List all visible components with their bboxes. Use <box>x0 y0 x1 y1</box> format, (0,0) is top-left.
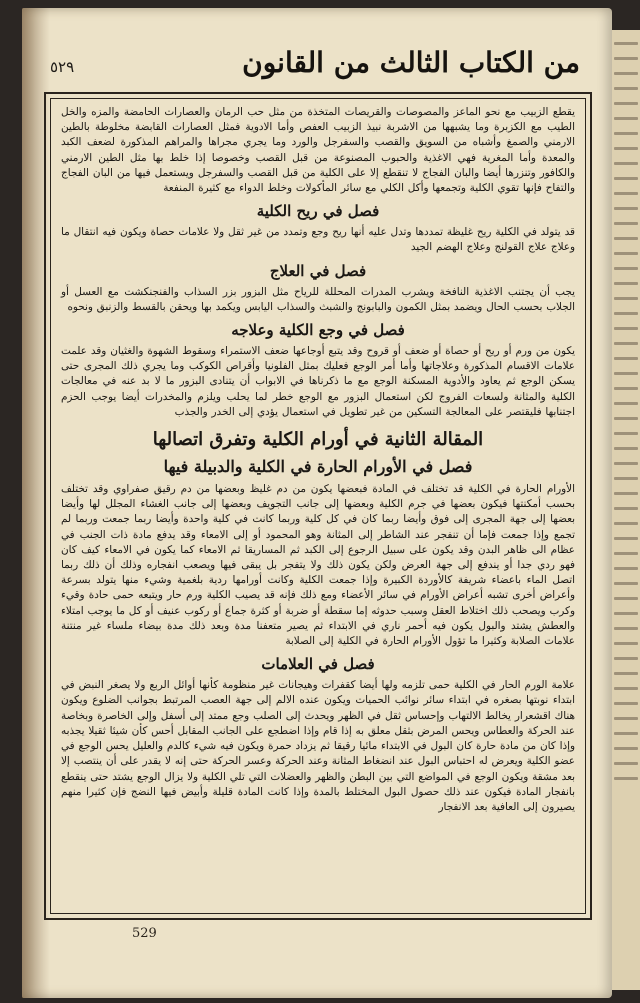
section-1-text: قد يتولد في الكلية ريح غليظة تمددها وتدل عليه أنها ريح وجع وتمدد من غير ثقل ولا علامات حصاة ويكون فيه انتقال ما وعلاج علاج القولنج وعلاج الهضم الجيد <box>61 226 575 254</box>
footer-page-number: 529 <box>132 926 157 941</box>
section-1-heading: فصل في ريح الكلية <box>256 202 380 221</box>
section-3-heading: فصل في وجع الكلية وعلاجه <box>231 321 405 340</box>
section-5-heading: فصل في الأورام الحارة في الكلية والدبيلة فيها <box>163 457 473 477</box>
header-page-number: ٥٢٩ <box>50 58 75 76</box>
text-body <box>50 98 586 914</box>
section-2-heading: فصل في العلاج <box>269 261 367 280</box>
section-6-text: علامة الورم الحار في الكلية حمى تلزمه ولها أيضا كقفرات وهيجانات غير منظومة كأنها أوائل الربع ولا يصغر النبض في ابتداء نوبتها بصغره في ابتداء سائر نوائب الحميات ويكون عنده الالم إلى جهة العصب المرتبط بجوانب الضلوع ويكون هناك اقشعرار يخالط الالتهاب وإحساس ثقل في الظهر ويحدث إلى الصلب وجع ممتد إلى أسفل وإلى الخاصرة وبخاصة عند الحركة والعطاس ويحس المرض بثقل معلق به إذا قام وإذا اضطجع على الجانب المقابل أحس كأن شيئا ثقيلا يجذبه وإذا كان من مادة حارة كان البول في الابتداء مائيا رقيقا ثم يزداد حمرة ويكون فيه شيء كالدم والعليل يحس الوجع في عضو الكلية ويعرض له احتباس البول عند انضغاط المثانة وعند الحركة وعسر الحركة حتى إنه لا يقدر على أن ينتصب إلا بعد مشقة ويكون الوجع في المواضع التي بين البطن والظهر والعضلات التي تلي الكلية ولا يزال الوجع يشتد حتى ينقطع بانفجار المادة فيكون عند ذلك حصول البول المختلط بالمدة وإذا كانت المادة قليلة وأبيض فيها النضج فإن كثيرا منهم يصيرون إلى العافية بعد الانفجار <box>61 679 575 813</box>
page-header <box>46 46 586 90</box>
text-frame <box>44 92 592 920</box>
article-heading: المقالة الثانية في أورام الكلية وتفرق اتصالها <box>152 429 484 451</box>
section-3-text: يكون من ورم أو ريح أو حصاة أو ضعف أو قروح وقد يتبع أوجاعها ضعف الاستمراء وسقوط الشهوة والغثيان وقد علمت علامات الاقسام المذكورة وعلاجاتها وأما أمر الوجع فعليك بمثل الفلونيا وأقراص الكوكب وما يجري ذلك المجرى حتى يسكن الوجع ثم يعاود والأدوية المسكنة الوجع مع ما ذكرناها في الابواب أن يتنادى البزور ما لا بد عنه في معالجات الكلية والمثانة ولسعات الفروج لكن استعمال البزور مع الوجع خطر لما يحلب ويلزم والمخدرات أيضا يوجب الحزم اجتنابها فليقتصر على المعالجة التسكين من غير تطويل في استعمال يؤدي إلى الخدر والجذب <box>61 345 575 418</box>
running-head-title: من الكتاب الثالث من القانون <box>242 46 580 79</box>
section-2-text: يجب أن يجتنب الاغذية النافخة ويشرب المدرات المحللة للرياح مثل البزور بزر السذاب والفنجنكشت مع العسل أو الجلاب بحسب الحال ويضمد بمثل الكمون والبابونج والشبث والسذاب اليابس ويكمد بها ويحقن بالقسط والزنبق ونحوه <box>61 285 575 313</box>
section-6-heading: فصل في العلامات <box>261 655 375 674</box>
section-0-text: يقطع الزبيب مع نحو الماعز والمصوصات والقريصات المتخذة من مثل حب الرمان والعصارات الحامضة والمزه والخل الطيب مع الكزبرة وما يشبهها من الاشربة نبيذ الزبيب العفص وأما الادوية فمثل العصارات القابضة مخلوطة بالطين الارمني والصمغ وأشباه من السويق والقصب والسفرجل والورد وما يجري مجراها والمراهم المذكورة لضعف الكبد والمعدة وأما المغرية فهي الاغذية والحبوب المصنوعة من قبل القصب وخصوصا إذا خلط بها مثل الطين الارمني والكافور وتنزرها أيضا والبان الفجاج لا تنقطع إلا على الكلية من قبل القصب والسفرجل ويستعمل فيها من البان الفجاج والتفاح فإنها تقوي الكلية وتجمعها وأكل الكلي مع سائر المأكولات وخلط الدواء مع كثيرة المنفعة <box>61 106 575 195</box>
section-5-text: الأورام الحارة في الكلية قد تختلف في المادة فبعضها يكون من دم غليظ وبعضها من دم رقيق صفراوي وقد تختلف بحسب أمكنتها فيكون بعضها في جرم الكلية وبعضها إلى جانب التجويف وبعضها إلى جانب الغشاء المجلل لها وأيضا بعضها إلى جهة المجرى إلى فوق وأيضا ربما كان في كل كلية وربما كانت في كلية واحدة وأيضا ربما جمعت وربما لم تجمع وإذا جمعت فإما أن تنفجر عند الشاطر إلى المثانة وهو المحمود أو إلى الامعاء وقد يدفع مادة ذات الجنب في عظام الى ظاهر البدن وقد يكون على سبيل الرجوع إلى الكبد ثم المساريقا ثم الامعاء كما يكون في الامعاء كيف كان فهو ردي جدا أو يندفع إلى جهة العرض ولكن يكون ذلك ولا يتفجر بل يبقى فيها ويصعب انفجاره وذلك أن ذلك ربما اتصل الماء باعضاء شريفة كالأوردة الكبيرة وإذا جمعت الكلية وكانت أورامها ردية بلغمية وشيء منها يتولد بسرعة وأعراض أخرى تشبه أعراض الأورام في سائر الأعضاء ومع ذلك فإنه قد يصيب الكلية ورم حار ويتبعه حمى حادة وقيء وكرب ويصحب ذلك اختلاط العقل وسبب حدوثه إما سقطة أو ضربة أو كثرة جماع أو ركوب عنيف أو كل ما يوجب امتلاء والعطش يشتد والبول يكون فيه أحمر ناري في الابتداء ثم يصير متعفنا مدة وبعد ذلك مدة بيضاء ملساء غير منتنة علامات الصلابة وكثيرا ما تؤول الأورام الحارة في الكلية إلى الصلابة <box>61 483 575 648</box>
adjacent-page-edge <box>612 30 640 990</box>
